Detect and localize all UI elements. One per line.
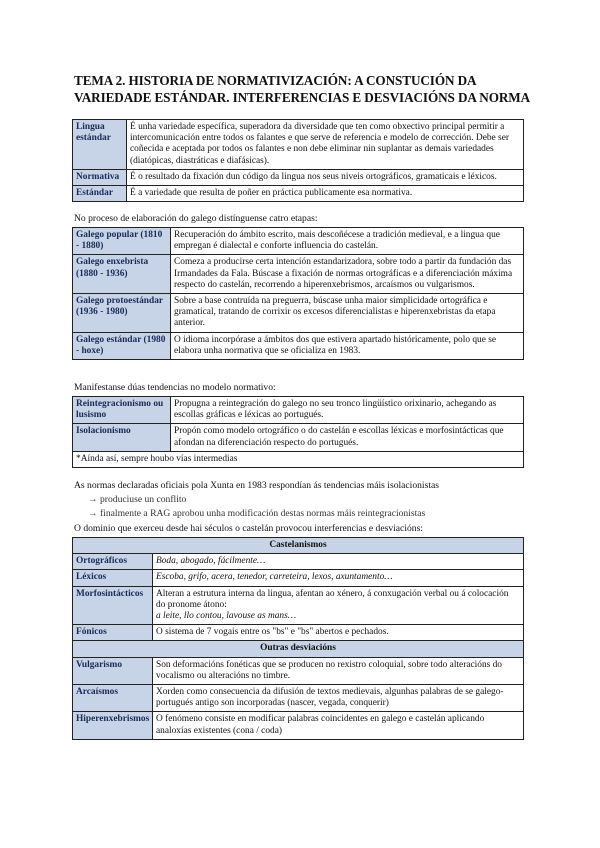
description-text: Alteran a estrutura interna da lingua, afentan ao xénero, á conxugación verbal ou á colocación do pronome átono: (156, 588, 509, 610)
definition-text: É a variedade que resulta de poñer en práctica publicamente esa normativa. (127, 186, 524, 202)
table-row (73, 397, 524, 424)
tendencies-table (72, 396, 524, 468)
table-row (73, 538, 524, 554)
category-name: Ortográficos (73, 554, 153, 570)
stages-intro: No proceso de elaboración do galego distínguense catro etapas: (74, 213, 318, 224)
stage-text: Comeza a producirse certa intención estandarizadora, sobre todo a partir da fundación das Irmandades da Fala. Búscase a fixación de normas ortográficas e a diferenciación máxima respecto do castelán, recorrendo a hiperenxebrismos, arcaísmos ou vulgarismos. (171, 255, 524, 294)
table-row (73, 570, 524, 586)
table-row (73, 451, 524, 467)
stage-name: Galego protoestándar (1936 - 1980) (73, 294, 171, 333)
stage-name: Galego estándar (1980 - hoxe) (73, 332, 171, 359)
stages-table (72, 227, 524, 360)
table-row (73, 255, 524, 294)
definition-text: É unha variedade específica, superadora da diversidade que ten como obxectivo principal permitir a intercomunicación entre todos os falantes e que serve de referencia e modelo de corrección. Debe ser coñecida e aceptada por todos os falantes e non debe eliminar nin suplantar as demais variedades (diatópicas, diastráticas e diafásicas). (127, 120, 524, 170)
category-name: Léxicos (73, 570, 153, 586)
section-header-castelanismos: Castelanismos (73, 538, 524, 554)
table-row (73, 424, 524, 451)
category-name: Arcaísmos (73, 685, 153, 712)
table-row (73, 554, 524, 570)
definition-term: Lingua estándar (73, 120, 127, 170)
example-text: Escoba, grifo, acera, tenedor, carreteira, lexos, axuntamento… (156, 572, 393, 583)
category-text: Son deformacións fonéticas que se producen no rexistro coloquial, sobre todo alteracións do vocalismo ou alteracións no timbre. (153, 657, 524, 684)
tendency-text: Propón como modelo ortográfico o do castelán e escollas léxicas e morfosintácticas que afondan na diferenciación respecto do portugués. (171, 424, 524, 451)
table-row (73, 332, 524, 359)
stage-text: Sobre a base contruída na preguerra, búscase unha maior simplicidade ortográfica e gramatical, tratando de corrixir os excesos diferencialistas e hiperenxebristas da etapa anterior. (171, 294, 524, 333)
category-name: Vulgarismo (73, 657, 153, 684)
norms-line: As normas declaradas oficiais pola Xunta en 1983 respondían ás tendencias máis isolacionistas (74, 480, 439, 491)
table-row (73, 685, 524, 712)
definition-term: Estándar (73, 186, 127, 202)
definition-text: É o resultado da fixación dun código da lingua nos seus niveis ortográficos, gramaticais e léxicos. (127, 169, 524, 185)
category-name: Fónicos (73, 625, 153, 641)
page-title: TEMA 2. HISTORIA DE NORMATIVIZACIÓN: A CONSTUCIÓN DA VARIEDADE ESTÁNDAR. INTERFERENCIAS E DESVIACIÓNS DA NORMA (74, 73, 531, 105)
table-row (73, 712, 524, 739)
stage-name: Galego enxebrista (1880 - 1936) (73, 255, 171, 294)
category-text (153, 570, 524, 586)
stage-text: Recuperación do ámbito escrito, mais descoñécese a tradición medieval, e a lingua que empregan é dialectal e conforte influencia do castelán. (171, 228, 524, 255)
table-row (73, 641, 524, 657)
interferences-intro: O dominio que exerceu desde hai séculos o castelán provocou interferencias e desviacións: (74, 523, 423, 534)
table-row (73, 120, 524, 170)
table-row (73, 586, 524, 625)
norms-bullet: → produciuse un conflito (88, 494, 187, 505)
definition-term: Normativa (73, 169, 127, 185)
tendencies-intro: Manifestanse dúas tendencias no modelo normativo: (74, 382, 276, 393)
table-row (73, 657, 524, 684)
stage-name: Galego popular (1810 - 1880) (73, 228, 171, 255)
table-row (73, 169, 524, 185)
tendency-text: Propugna a reintegración do galego no seu tronco lingüístico orixinario, achegando as escollas gráficas e léxicas ao portugués. (171, 397, 524, 424)
section-header-outras: Outras desviacións (73, 641, 524, 657)
category-text: O sistema de 7 vogais entre os "bs" e "bs" abertos e pechados. (153, 625, 524, 641)
category-text: Xorden como consecuencia da difusión de textos medievais, algunhas palabras de se galego-portugués antigo son incorporadas (nascer, vegada, conquerir) (153, 685, 524, 712)
category-name: Morfosintácticos (73, 586, 153, 625)
tendency-name: Reintegracionismo ou lusismo (73, 397, 171, 424)
tendencies-note: *Aínda así, sempre houbo vías intermedias (73, 451, 524, 467)
example-text: Boda, abogado, fácilmente… (156, 556, 266, 567)
table-row (73, 625, 524, 641)
category-name: Hiperenxebrismos (73, 712, 153, 739)
category-text: O fenómeno consiste en modificar palabras coincidentes en galego e castelán aplicando analoxías existentes (cona / coda) (153, 712, 524, 739)
category-text (153, 554, 524, 570)
norms-bullet: → finalmente a RAG aprobou unha modificación destas normas máis reintegracionistas (88, 508, 426, 519)
interferences-table (72, 537, 524, 740)
tendency-name: Isolacionismo (73, 424, 171, 451)
table-row (73, 294, 524, 333)
category-text (153, 586, 524, 625)
table-row (73, 228, 524, 255)
example-text: a leite, llo contou, lavouse as mans… (156, 611, 297, 622)
definitions-table (72, 119, 524, 202)
stage-text: O idioma incorpórase a ámbitos dos que estivera apartado históricamente, polo que se elabora unha normativa que se oficializa en 1983. (171, 332, 524, 359)
table-row (73, 186, 524, 202)
